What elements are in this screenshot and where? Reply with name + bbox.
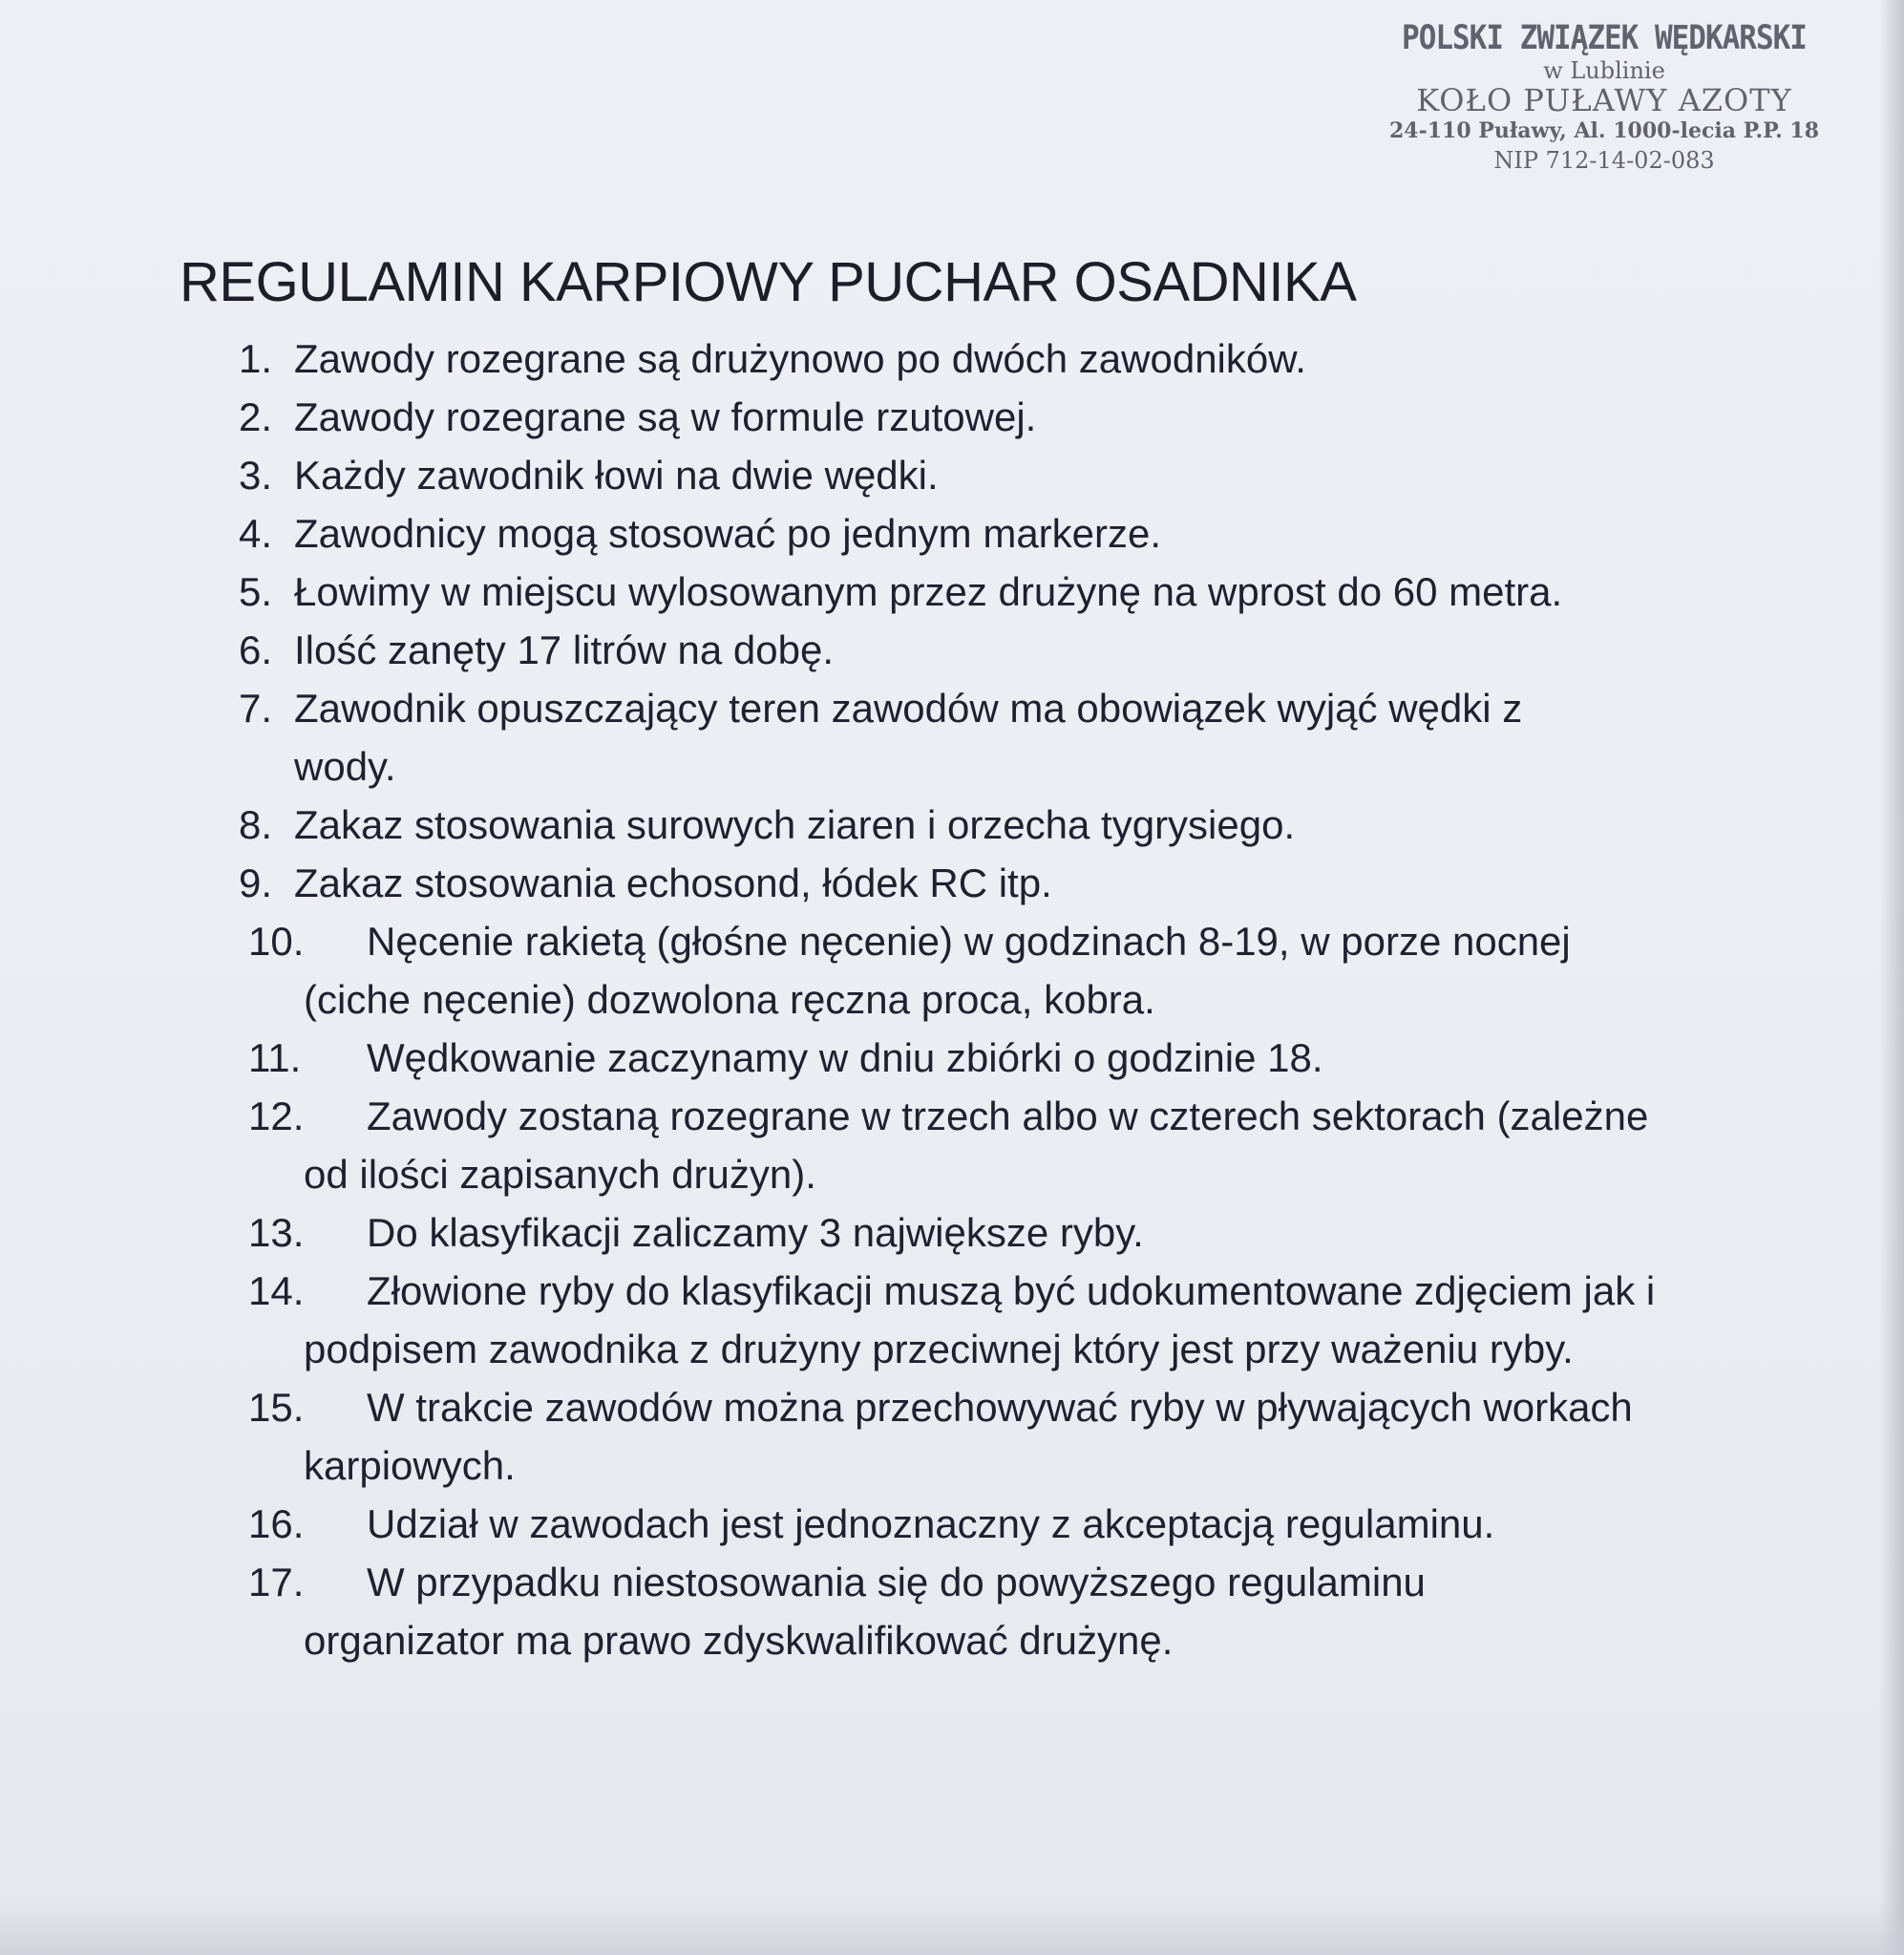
rule-number: 3. xyxy=(239,453,273,498)
rule-item-16 xyxy=(239,1495,1671,1553)
rule-item-10 xyxy=(239,912,1612,1029)
rule-item-12 xyxy=(239,1087,1660,1203)
rule-number: 9. xyxy=(239,861,273,905)
rule-text: Każdy zawodnik łowi na dwie wędki. xyxy=(294,453,939,498)
rule-number: 4. xyxy=(239,511,273,556)
rule-item-17 xyxy=(239,1553,1621,1669)
rule-text: Wędkowanie zaczynamy w dniu zbiórki o godzinie 18. xyxy=(367,1035,1323,1080)
rule-item-11 xyxy=(239,1029,1671,1087)
rule-text: Zawodnicy mogą stosować po jednym markerze. xyxy=(294,511,1162,556)
rule-item-4 xyxy=(239,504,1671,563)
rule-text: Ilość zanęty 17 litrów na dobę. xyxy=(294,627,834,672)
rule-number: 5. xyxy=(239,569,273,614)
rule-number: 16. xyxy=(248,1501,305,1546)
rule-item-14 xyxy=(239,1262,1660,1378)
rule-number: 8. xyxy=(239,802,273,847)
page-bottom-shadow xyxy=(0,1898,1904,1955)
stamp-line-club: KOŁO PUŁAWY AZOTY xyxy=(1416,82,1792,118)
rule-number: 12. xyxy=(248,1094,305,1138)
rule-text: Złowione ryby do klasyfikacji muszą być udokumentowane zdjęciem jak i podpisem zawodnika z drużyny przeciwnej który jest przy ważeniu ryby. xyxy=(304,1268,1656,1371)
rule-number: 15. xyxy=(248,1385,305,1430)
rule-text: Zakaz stosowania echosond, łódek RC itp. xyxy=(294,861,1052,905)
rule-number: 2. xyxy=(239,394,273,439)
rule-number: 10. xyxy=(248,919,305,964)
stamp-line-city: w Lublinie xyxy=(1543,57,1665,84)
rule-number: 17. xyxy=(248,1560,305,1604)
rule-item-9 xyxy=(239,854,1671,912)
rule-number: 13. xyxy=(248,1210,305,1255)
organization-stamp xyxy=(1365,18,1843,174)
rules-list xyxy=(239,329,1671,1669)
rule-text: Zawody rozegrane są drużynowo po dwóch zawodników. xyxy=(294,336,1306,381)
rule-item-8 xyxy=(239,796,1671,854)
rule-text: Zawodnik opuszczający teren zawodów ma obowiązek wyjąć wędki z wody. xyxy=(294,686,1523,789)
rule-number: 7. xyxy=(239,686,273,731)
rule-item-3 xyxy=(239,446,1671,504)
rule-item-1 xyxy=(239,329,1671,388)
document-title: REGULAMIN KARPIOWY PUCHAR OSADNIKA xyxy=(180,251,1357,313)
rule-item-2 xyxy=(239,388,1671,446)
page-edge-shadow xyxy=(1879,0,1904,1955)
rule-text: Zawody zostaną rozegrane w trzech albo w czterech sektorach (zależne od ilości zapisanych drużyn). xyxy=(304,1094,1649,1197)
rule-text: W przypadku niestosowania się do powyższego regulaminu organizator ma prawo zdyskwalifikować drużynę. xyxy=(304,1560,1426,1663)
rule-text: Zakaz stosowania surowych ziaren i orzecha tygrysiego. xyxy=(294,802,1296,847)
rule-item-15 xyxy=(239,1378,1640,1495)
rule-text: W trakcie zawodów można przechowywać ryby w pływających workach karpiowych. xyxy=(304,1385,1633,1488)
rule-text: Nęcenie rakietą (głośne nęcenie) w godzinach 8-19, w porze nocnej (ciche nęcenie) dozwolona ręczna proca, kobra. xyxy=(304,919,1571,1022)
rule-item-6 xyxy=(239,621,1671,679)
rule-item-13 xyxy=(239,1203,1671,1262)
rule-item-5 xyxy=(239,563,1621,621)
stamp-line-nip: NIP 712-14-02-083 xyxy=(1493,147,1715,174)
rule-text: Do klasyfikacji zaliczamy 3 największe ryby. xyxy=(367,1210,1144,1255)
rule-number: 1. xyxy=(239,336,273,381)
rule-text: Zawody rozegrane są w formule rzutowej. xyxy=(294,394,1037,439)
rule-text: Udział w zawodach jest jednoznaczny z akceptacją regulaminu. xyxy=(367,1501,1495,1546)
rule-item-7 xyxy=(239,679,1545,796)
stamp-line-address: 24-110 Puławy, Al. 1000-lecia P.P. 18 xyxy=(1388,118,1820,143)
rule-number: 11. xyxy=(248,1035,302,1080)
rule-number: 6. xyxy=(239,627,273,672)
stamp-line-organization: POLSKI ZWIĄZEK WĘDKARSKI xyxy=(1402,18,1807,58)
rule-number: 14. xyxy=(248,1268,305,1313)
rule-text: Łowimy w miejscu wylosowanym przez drużynę na wprost do 60 metra. xyxy=(294,569,1563,614)
